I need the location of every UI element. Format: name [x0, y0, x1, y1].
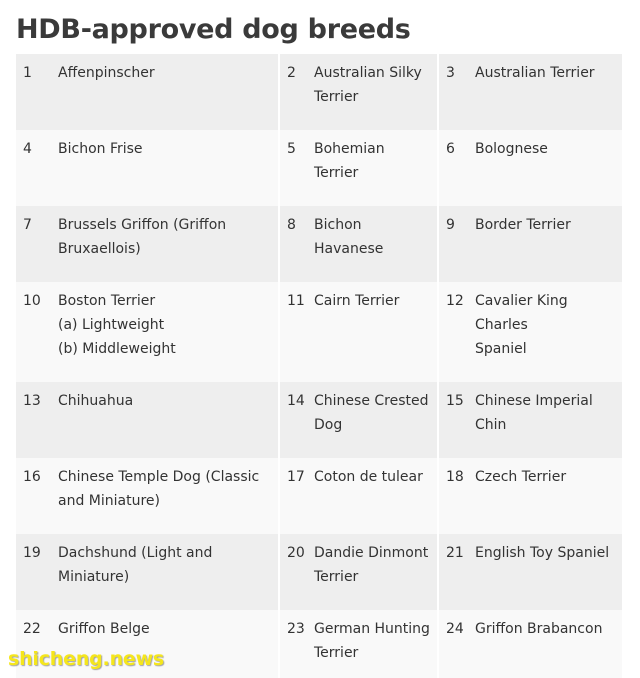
breed-name	[314, 206, 438, 282]
breed-number: 4	[16, 130, 58, 206]
breed-name-line: (b) Middleweight	[58, 341, 176, 357]
breed-name	[475, 534, 622, 610]
breed-name-line: and Miniature)	[58, 493, 160, 509]
breed-name	[475, 130, 622, 206]
breed-name	[475, 54, 622, 130]
breed-number: 9	[438, 206, 475, 282]
table-row	[16, 534, 622, 610]
breed-number: 16	[16, 458, 58, 534]
breed-name-line: Dog	[314, 417, 343, 433]
table-row	[16, 206, 622, 282]
breed-name-line: Havanese	[314, 241, 384, 257]
breed-name-line: Cavalier King Charles	[475, 293, 568, 333]
breed-name	[475, 382, 622, 458]
breed-name	[58, 534, 279, 610]
breed-name-line: Chinese Temple Dog (Classic	[58, 469, 260, 485]
breed-name-line: Terrier	[314, 165, 359, 181]
breed-name-line: Affenpinscher	[58, 65, 155, 81]
breed-number: 22	[16, 610, 58, 678]
table-row	[16, 54, 622, 130]
breed-name	[58, 130, 279, 206]
table-row	[16, 382, 622, 458]
breed-name-line: Brussels Griffon (Griffon	[58, 217, 227, 233]
breed-number: 7	[16, 206, 58, 282]
breed-name-line: German Hunting	[314, 621, 430, 637]
breed-name-line: Dachshund (Light and Miniature)	[58, 545, 213, 585]
breed-name	[475, 282, 622, 382]
breed-number: 24	[438, 610, 475, 678]
breed-number: 8	[279, 206, 314, 282]
breed-name-line: Spaniel	[475, 341, 527, 357]
breed-name	[314, 54, 438, 130]
table-row	[16, 458, 622, 534]
breed-number: 13	[16, 382, 58, 458]
watermark-logo: shicheng.news	[8, 648, 165, 670]
breed-name	[314, 534, 438, 610]
breed-name-line: Bohemian	[314, 141, 385, 157]
breed-name	[475, 206, 622, 282]
breed-name	[58, 458, 279, 534]
table-row	[16, 130, 622, 206]
breed-name	[314, 458, 438, 534]
page-title: HDB-approved dog breeds	[16, 14, 411, 45]
breed-name	[314, 282, 438, 382]
breed-name-line: Chinese Crested	[314, 393, 429, 409]
breed-number: 20	[279, 534, 314, 610]
breed-name-line: (a) Lightweight	[58, 317, 165, 333]
breed-name-line: Bruxaellois)	[58, 241, 141, 257]
breed-number: 19	[16, 534, 58, 610]
breed-name	[475, 610, 622, 678]
breed-name-line: Griffon Brabancon	[475, 621, 603, 637]
breed-name-line: Czech Terrier	[475, 469, 567, 485]
breed-name	[314, 382, 438, 458]
breed-number: 3	[438, 54, 475, 130]
breed-name-line: Australian Silky	[314, 65, 422, 81]
breed-name-line: English Toy Spaniel	[475, 545, 610, 561]
table-row	[16, 282, 622, 382]
breed-number: 12	[438, 282, 475, 382]
breed-number: 18	[438, 458, 475, 534]
breed-table-body	[16, 54, 622, 678]
breed-name-line: Terrier	[314, 89, 359, 105]
breed-number: 17	[279, 458, 314, 534]
breed-name	[58, 206, 279, 282]
breed-name-line: Bolognese	[475, 141, 548, 157]
breed-name	[314, 610, 438, 678]
breed-name-line: Terrier	[314, 569, 359, 585]
breed-name	[58, 54, 279, 130]
breed-number: 1	[16, 54, 58, 130]
breed-name-line: Griffon Belge	[58, 621, 150, 637]
breed-name	[58, 282, 279, 382]
breed-number: 11	[279, 282, 314, 382]
breed-name	[58, 382, 279, 458]
breed-number: 14	[279, 382, 314, 458]
breed-number: 23	[279, 610, 314, 678]
breed-name-line: Australian Terrier	[475, 65, 595, 81]
breed-name-line: Dandie Dinmont	[314, 545, 429, 561]
breed-number: 21	[438, 534, 475, 610]
breed-number: 2	[279, 54, 314, 130]
breed-name-line: Coton de tulear	[314, 469, 423, 485]
breed-name-line: Bichon Frise	[58, 141, 143, 157]
breed-number: 6	[438, 130, 475, 206]
breed-number: 5	[279, 130, 314, 206]
breed-name-line: Bichon	[314, 217, 362, 233]
breed-number: 15	[438, 382, 475, 458]
breed-name-line: Chihuahua	[58, 393, 134, 409]
breed-name-line: Terrier	[314, 645, 359, 661]
breed-name	[475, 458, 622, 534]
breed-name-line: Cairn Terrier	[314, 293, 400, 309]
breed-name-line: Boston Terrier	[58, 293, 156, 309]
breed-table	[16, 54, 622, 678]
breed-number: 10	[16, 282, 58, 382]
breed-name	[314, 130, 438, 206]
breed-name-line: Border Terrier	[475, 217, 571, 233]
breed-name-line: Chinese Imperial Chin	[475, 393, 593, 433]
